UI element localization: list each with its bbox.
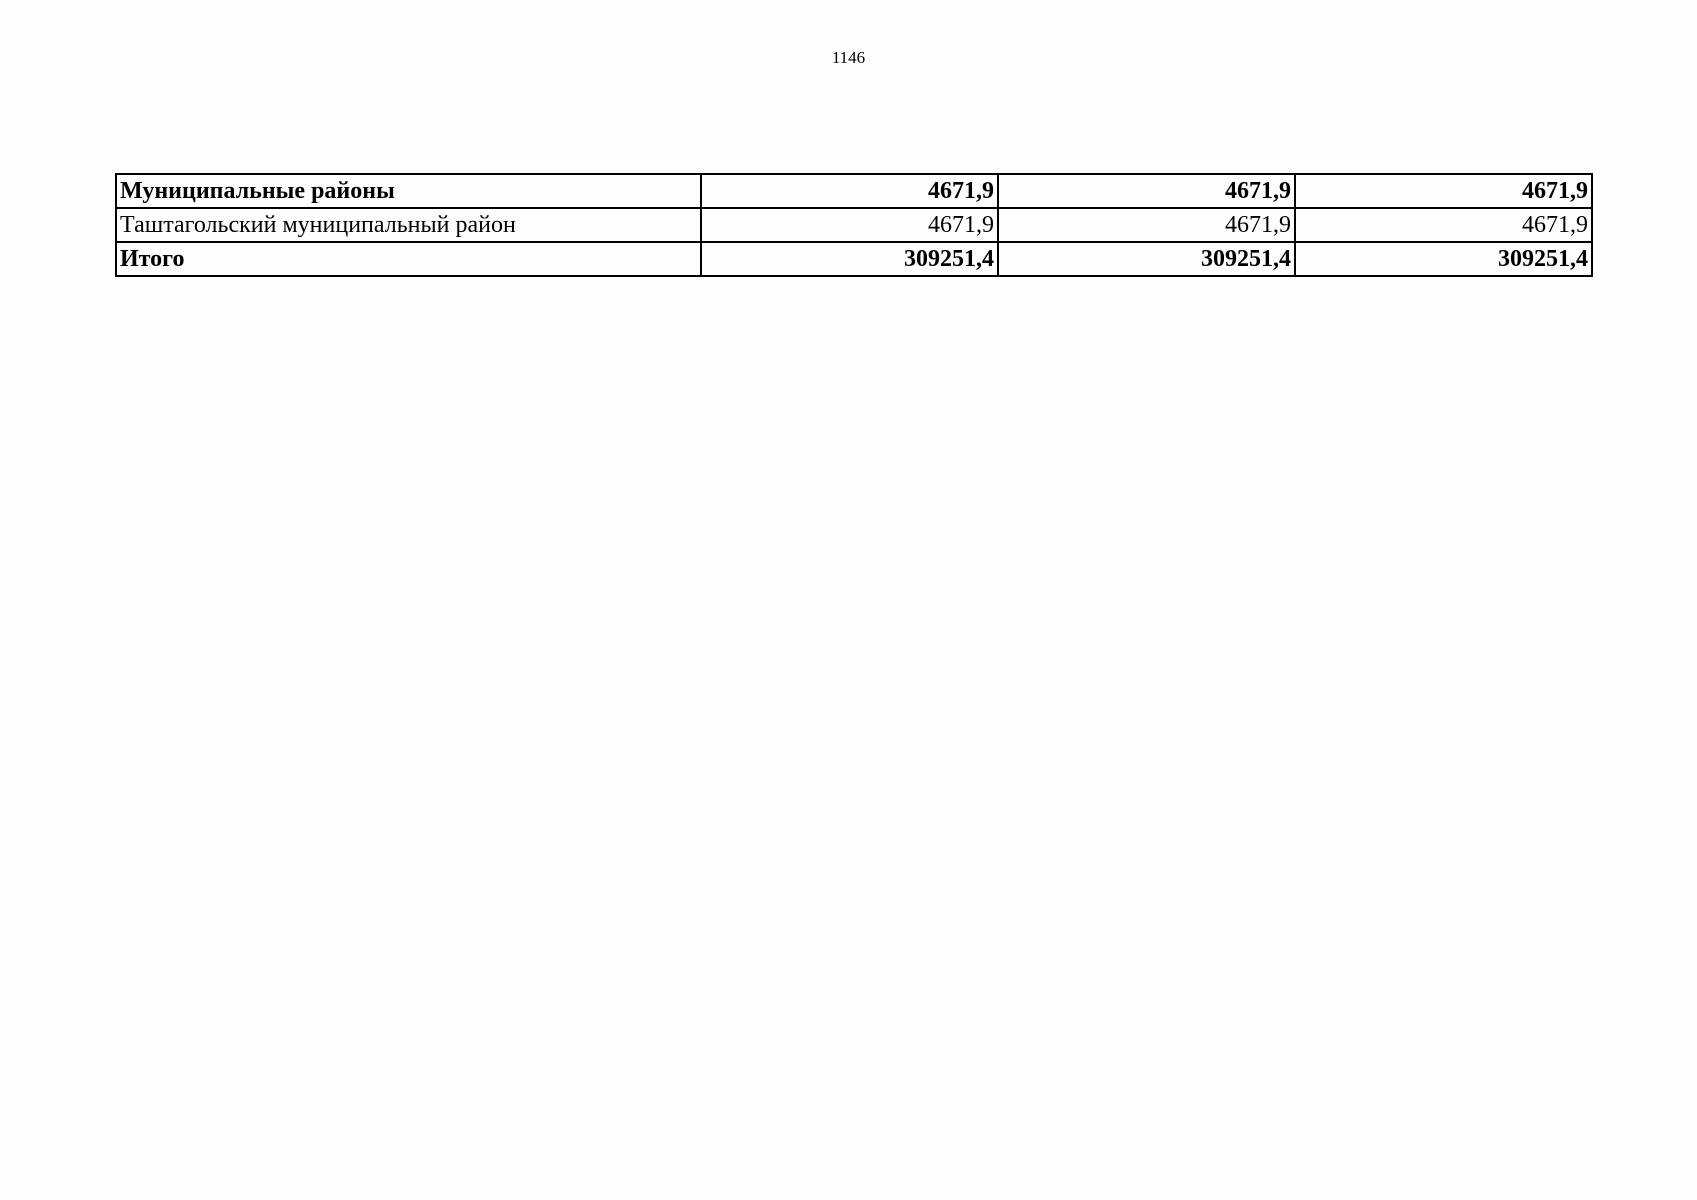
- row-label: Таштагольский муниципальный район: [116, 208, 701, 242]
- value-cell: 4671,9: [998, 174, 1295, 208]
- value-cell: 309251,4: [701, 242, 998, 276]
- value-cell: 4671,9: [998, 208, 1295, 242]
- value-cell: 4671,9: [1295, 174, 1592, 208]
- table-row-municipal-districts: [116, 174, 1592, 208]
- budget-table: [115, 173, 1593, 277]
- value-cell: 4671,9: [701, 174, 998, 208]
- row-label: Муниципальные районы: [116, 174, 701, 208]
- value-cell: 4671,9: [701, 208, 998, 242]
- value-cell: 309251,4: [998, 242, 1295, 276]
- page-number: 1146: [831, 48, 866, 67]
- value-cell: 309251,4: [1295, 242, 1592, 276]
- table-row-tashtagol-district: [116, 208, 1592, 242]
- row-label: Итого: [116, 242, 701, 276]
- value-cell: 4671,9: [1295, 208, 1592, 242]
- table-row-total: [116, 242, 1592, 276]
